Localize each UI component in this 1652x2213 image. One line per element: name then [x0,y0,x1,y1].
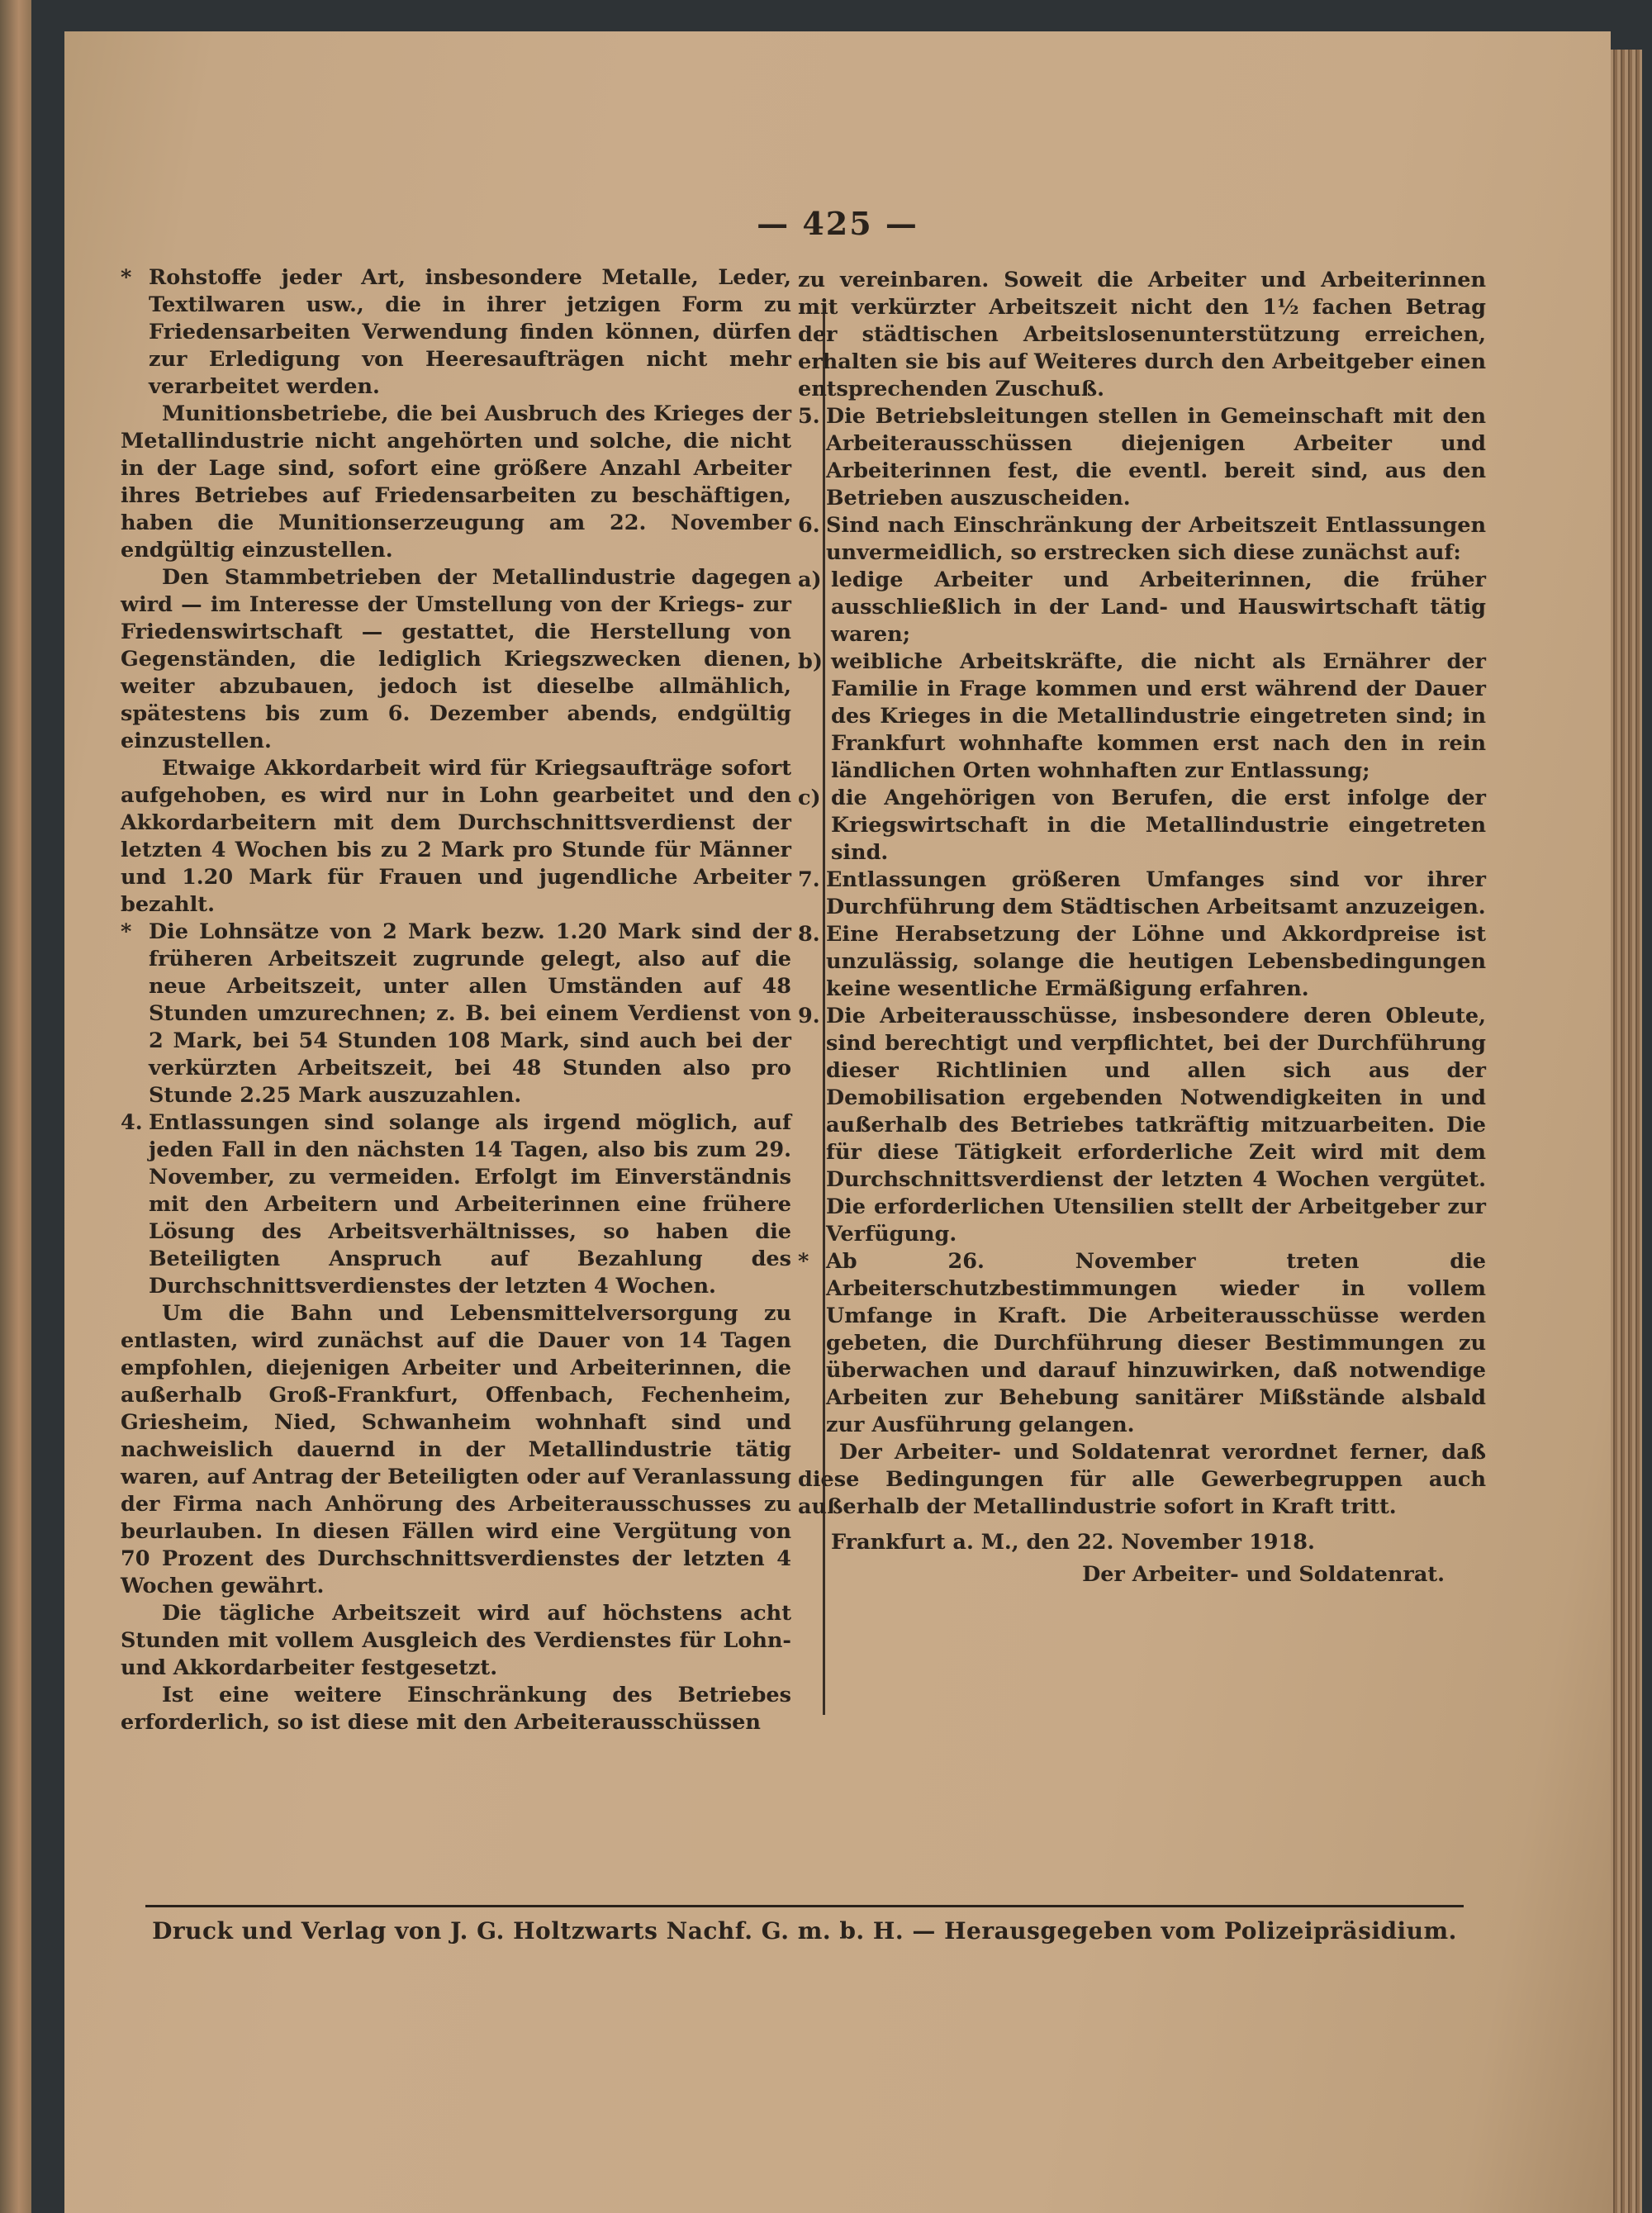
left-paragraph: Die tägliche Arbeitszeit wird auf höchstens acht Stunden mit vollem Ausgleich des Verdienstes für Lohn- und Akkordarbeiter festgesetzt. [121,1601,791,1680]
item-number: 7. [798,867,820,892]
left-column [121,264,791,1736]
list-item: 5. Die Betriebsleitungen stellen in Gemeinschaft mit den Arbeiterausschüssen diejenigen Arbeiter und Arbeiterinnen fest, die eventl. bereit sind, aus den Betrieben auszuscheiden. [798,404,1486,511]
left-paragraph: Ist eine weitere Einschränkung des Betriebes erforderlich, so ist diese mit den Arbeiterausschüssen [121,1683,791,1735]
item-number: 4. [121,1110,143,1135]
left-page-edge [0,0,31,2213]
left-paragraph: Etwaige Akkordarbeit wird für Kriegsaufträge sofort aufgehoben, es wird nur in Lohn gearbeitet und den Akkordarbeitern mit dem Durchschnittsverdienst der letzten 4 Wochen bis zu 2 Mark pro Stunde für Männer und 1.20 Mark für Frauen und jugendliche Arbeiter bezahlt. [121,756,791,917]
asterisk-mark: * [121,919,132,944]
asterisk-mark: * [121,265,132,290]
item-number: 5. [798,404,820,429]
closing-paragraph: Der Arbeiter- und Soldatenrat verordnet ferner, daß diese Bedingungen für alle Gewerbegruppen auch außerhalb der Metallindustrie sofort in Kraft tritt. [798,1440,1486,1519]
list-item: 9. Die Arbeiterausschüsse, insbesondere deren Obleute, sind berechtigt und verpflichtet, bei der Durchführung dieser Richtlinien und allen sich aus der Demobilisation ergebenden Notwendigkeiten in und außerhalb des Betriebes tatkräftig mitzuarbeiten. Die für diese Tätigkeit erforderliche Zeit wird mit dem Durchschnittsverdienst der letzten 4 Wochen vergütet. Die erforderlichen Utensilien stellt der Arbeitgeber zur Verfügung. [798,1004,1486,1247]
left-paragraph: * Die Lohnsätze von 2 Mark bezw. 1.20 Mark sind der früheren Arbeitszeit zugrunde gelegt, also auf die neue Arbeitszeit, unter allen Umständen auf 48 Stunden umzurechnen; z. B. bei einem Verdienst von 2 Mark, bei 54 Stunden 108 Mark, sind auch bei der verkürzten Arbeitszeit, bei 48 Stunden also pro Stunde 2.25 Mark auszuzahlen. [121,919,791,1108]
imprint-footer: Druck und Verlag von J. G. Holtzwarts Nachf. G. m. b. H. — Herausgegeben vom Polizeipräsidium. [152,1917,1457,1945]
left-paragraph: Um die Bahn und Lebensmittelversorgung zu entlasten, wird zunächst auf die Dauer von 14 Tagen empfohlen, diejenigen Arbeiter und Arbeiterinnen, die außerhalb Groß-Frankfurt, Offenbach, Fechenheim, Griesheim, Nied, Schwanheim wohnhaft sind und nachweislich dauernd in der Metallindustrie tätig waren, auf Antrag der Beteiligten oder auf Veranlassung der Firma nach Anhörung des Arbeiterausschusses zu beurlauben. In diesen Fällen wird eine Vergütung von 70 Prozent des Durchschnittsverdienstes der letzten 4 Wochen gewährt. [121,1301,791,1598]
list-item: 8. Eine Herabsetzung der Löhne und Akkordpreise ist unzulässig, solange die heutigen Lebensbedingungen keine wesentliche Ermäßigung erfahren. [798,922,1486,1001]
sub-item: c) die Angehörigen von Berufen, die erst infolge der Kriegswirtschaft in die Metallindustrie eingetreten sind. [798,786,1486,865]
item-number: 6. [798,513,820,538]
sub-item: a) ledige Arbeiter und Arbeiterinnen, die früher ausschließlich in der Land- und Hauswirtschaft tätig waren; [798,567,1486,647]
footer-rule [145,1905,1464,1907]
sub-item-letter: c) [798,786,821,810]
document-page [64,31,1611,2213]
right-paragraph: zu vereinbaren. Soweit die Arbeiter und Arbeiterinnen mit verkürzter Arbeitszeit nicht den 1½ fachen Betrag der städtischen Arbeitslosenunterstützung erreichen, erhalten sie bis auf Weiteres durch den Arbeitgeber einen entsprechenden Zuschuß. [798,268,1486,401]
sub-item: b) weibliche Arbeitskräfte, die nicht als Ernährer der Familie in Frage kommen und erst während der Dauer des Krieges in die Metallindustrie eingetreten sind; in Frankfurt wohnhafte kommen erst nach den in rein ländlichen Orten wohnhaften zur Entlassung; [798,649,1486,783]
left-paragraph: 4. Entlassungen sind solange als irgend möglich, auf jeden Fall in den nächsten 14 Tagen, also bis zum 29. November, zu vermeiden. Erfolgt im Einverständnis mit den Arbeitern und Arbeiterinnen eine frühere Lösung des Arbeitsverhältnisses, so haben die Beteiligten Anspruch auf Bezahlung des Durchschnittsverdienstes der letzten 4 Wochen. [121,1110,791,1299]
left-paragraph: Den Stammbetrieben der Metallindustrie dagegen wird — im Interesse der Umstellung von der Kriegs- zur Friedenswirtschaft — gestattet, die Herstellung von Gegenständen, die lediglich Kriegszwecken dienen, weiter abzubauen, jedoch ist dieselbe allmählich, spätestens bis zum 6. Dezember abends, endgültig einzustellen. [121,565,791,753]
sub-item-letter: b) [798,649,823,674]
left-paragraph: * Rohstoffe jeder Art, insbesondere Metalle, Leder, Textilwaren usw., die in ihrer jetzigen Form zu Friedensarbeiten Verwendung finden können, dürfen zur Erledigung von Heeresaufträgen nicht mehr verarbeitet werden. [121,265,791,399]
asterisk-mark: * [798,1249,809,1274]
right-column [798,267,1486,1589]
item-number: 9. [798,1004,820,1028]
sub-item-letter: a) [798,567,822,592]
signature: Der Arbeiter- und Soldatenrat. [1082,1562,1445,1587]
page-number: — 425 — [757,205,919,242]
place-date: Frankfurt a. M., den 22. November 1918. [831,1530,1315,1555]
list-item: 7. Entlassungen größeren Umfanges sind vor ihrer Durchführung dem Städtischen Arbeitsamt anzuzeigen. [798,867,1486,919]
item-number: 8. [798,922,820,947]
left-paragraph: Munitionsbetriebe, die bei Ausbruch des Krieges der Metallindustrie nicht angehörten und solche, die nicht in der Lage sind, sofort eine größere Anzahl Arbeiter ihres Betriebes auf Friedensarbeiten zu beschäftigen, haben die Munitionserzeugung am 22. November endgültig einzustellen. [121,401,791,563]
list-item: 6. Sind nach Einschränkung der Arbeitszeit Entlassungen unvermeidlich, so erstrecken sich diese zunächst auf: [798,513,1486,565]
list-item: * Ab 26. November treten die Arbeiterschutzbestimmungen wieder in vollem Umfange in Kraft. Die Arbeiterausschüsse werden gebeten, die Durchführung dieser Bestimmungen zu überwachen und darauf hinzuwirken, daß notwendige Arbeiten zur Behebung sanitärer Mißstände alsbald zur Ausführung gelangen. [798,1249,1486,1437]
